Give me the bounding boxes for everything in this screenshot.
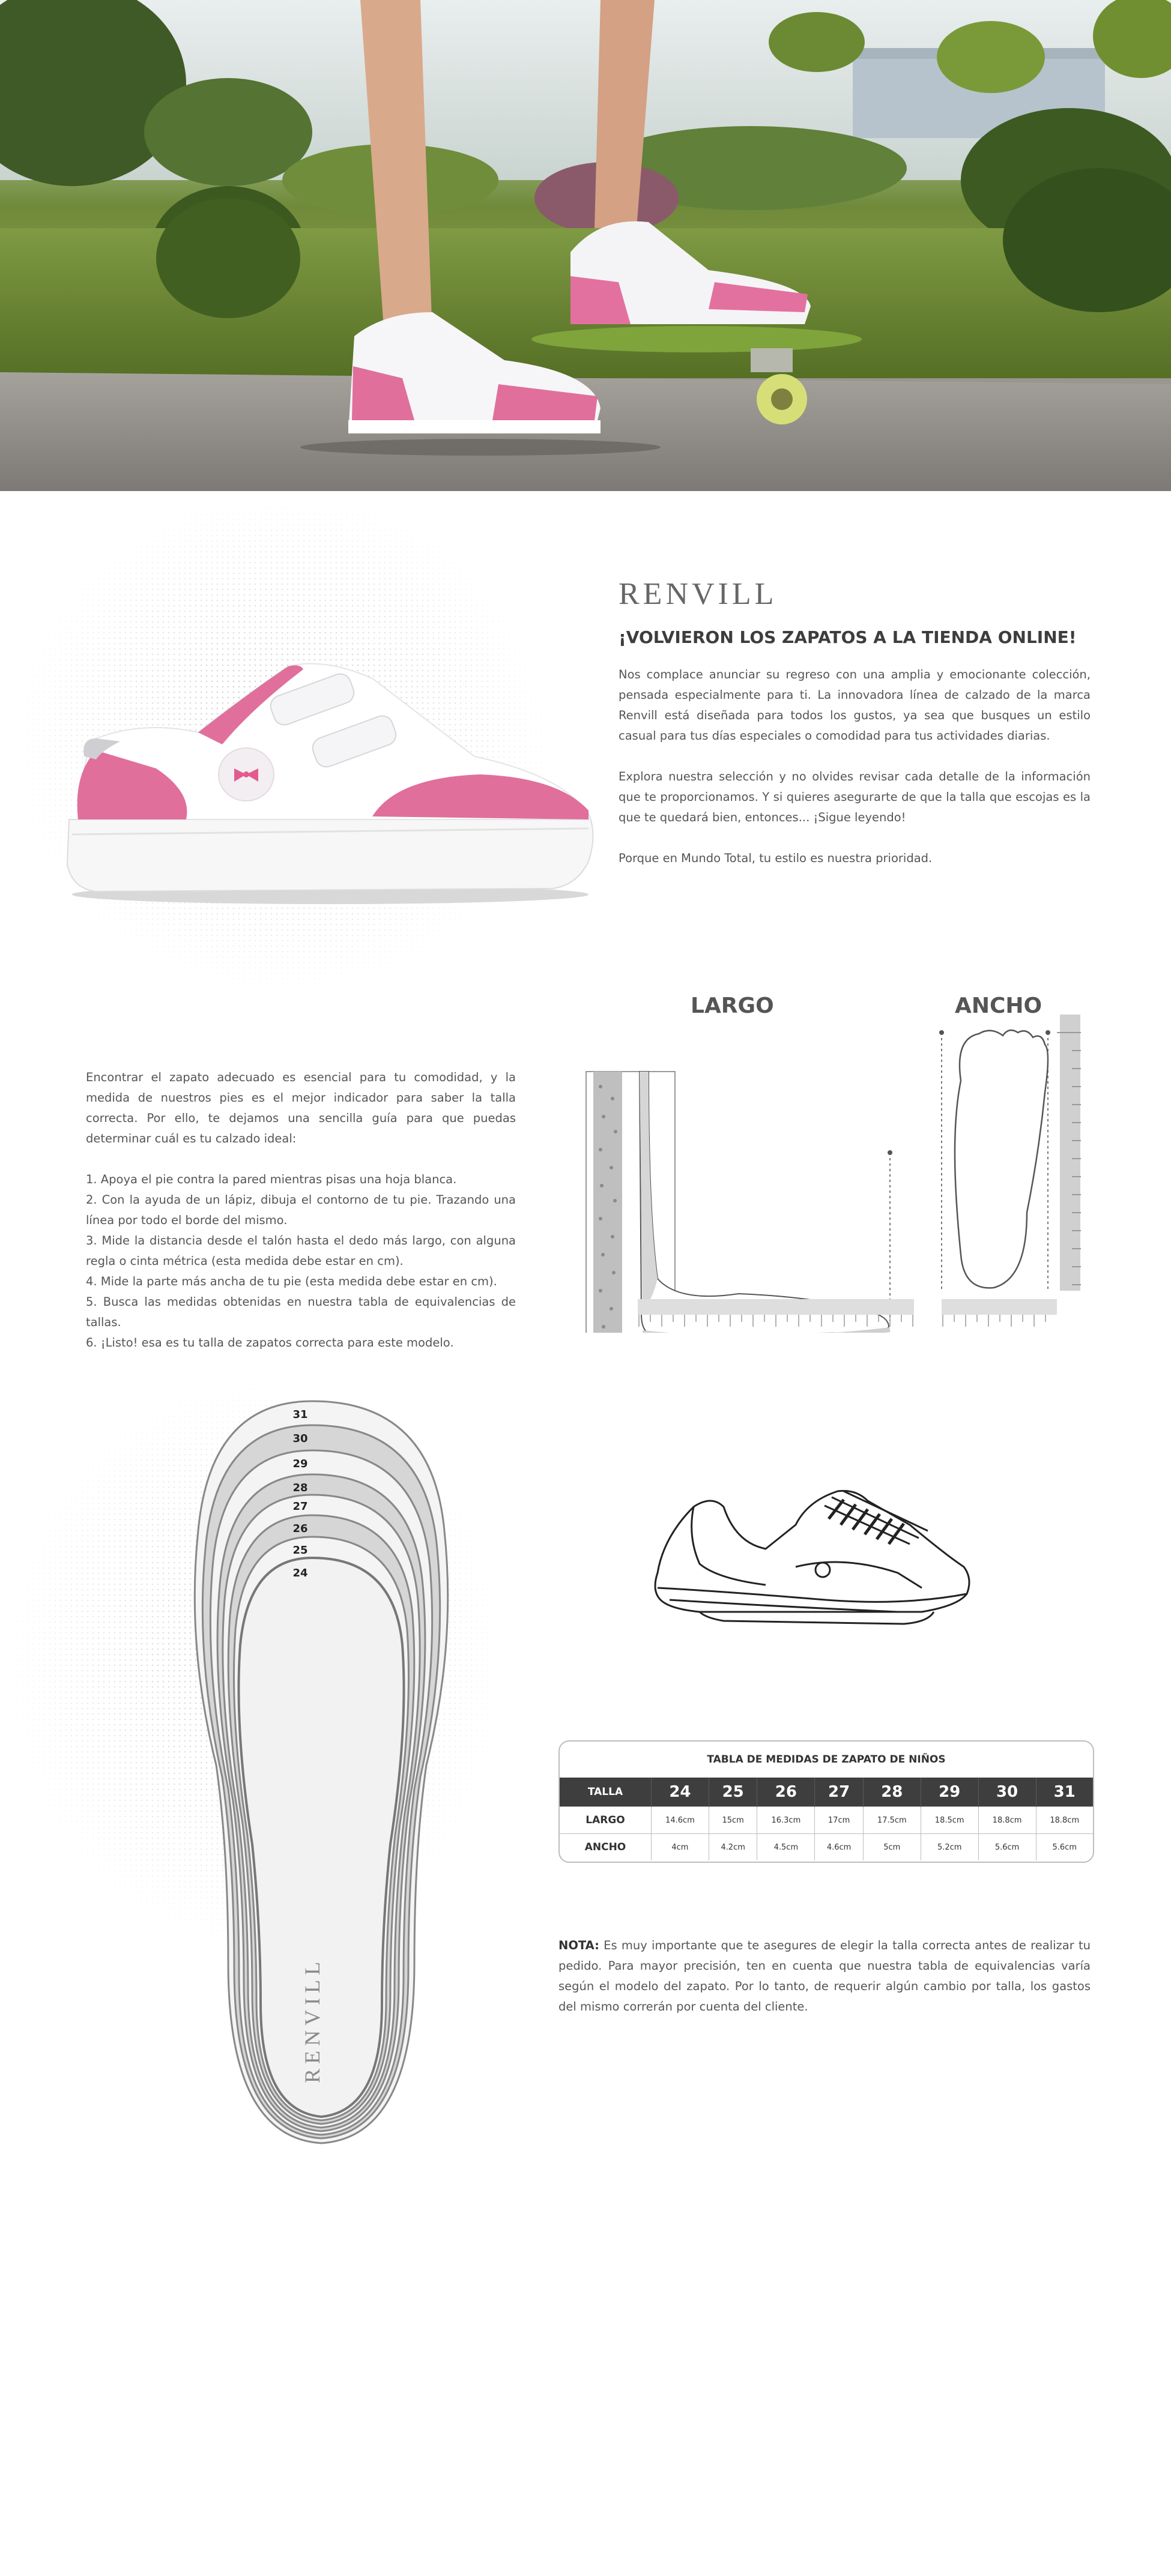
table-cell: 17cm (815, 1807, 864, 1834)
table-row (560, 1807, 1093, 1834)
table-header-label: TALLA (560, 1778, 652, 1807)
table-cell: 14.6cm (652, 1807, 709, 1834)
table-header-size: 25 (709, 1778, 757, 1807)
insole-size-label: 30 (292, 1432, 308, 1445)
table-cell: 5cm (863, 1834, 921, 1861)
table-header-size: 29 (921, 1778, 978, 1807)
intro-text (619, 665, 1091, 869)
table-row (560, 1834, 1093, 1861)
foot-top-icon (937, 1015, 1093, 1333)
table-cell: 5.6cm (978, 1834, 1036, 1861)
guide-step: 6. ¡Listo! esa es tu talla de zapatos correcta para este modelo. (86, 1336, 454, 1350)
table-cell: 5.2cm (921, 1834, 978, 1861)
intro-paragraph: Nos complace anunciar su regreso con una amplia y emocionante colección, pensada especialmente para ti. La innovadora línea de calzado de la marca Renvill está diseñada para todos los gustos, ya sea que busques un estilo casual para tus días especiales o comodidad para tus actividades diarias. (619, 668, 1091, 743)
table-header-size: 31 (1036, 1778, 1093, 1807)
page-headline: ¡VOLVIERON LOS ZAPATOS A LA TIENDA ONLINE! (619, 627, 1077, 647)
guide-step: 2. Con la ayuda de un lápiz, dibuja el contorno de tu pie. Trazando una línea por todo el borde del mismo. (86, 1193, 516, 1227)
ancho-label: ANCHO (955, 994, 1042, 1018)
table-header-size: 26 (757, 1778, 815, 1807)
guide-step: 4. Mide la parte más ancha de tu pie (esta medida debe estar en cm). (86, 1274, 497, 1288)
size-note (558, 1935, 1091, 2017)
girl-skateboard-photo (0, 0, 1171, 491)
insole-size-label: 24 (292, 1567, 308, 1579)
table-header-size: 27 (815, 1778, 864, 1807)
table-cell: 5.6cm (1036, 1834, 1093, 1861)
guide-steps (86, 1169, 516, 1353)
table-cell: 17.5cm (863, 1807, 921, 1834)
table-cell: 4.5cm (757, 1834, 815, 1861)
intro-paragraph: Explora nuestra selección y no olvides revisar cada detalle de la información que te proporcionamos. Y si quieres asegurarte de que la talla que escojas es la que te quedará bien, entonces... ¡Sigue leyendo! (619, 770, 1091, 824)
table-row-label: ANCHO (560, 1834, 652, 1861)
table-cell: 18.8cm (1036, 1807, 1093, 1834)
table-cell: 18.5cm (921, 1807, 978, 1834)
note-label: NOTA: (558, 1938, 599, 1952)
table-cell: 16.3cm (757, 1807, 815, 1834)
insole-size-label: 28 (292, 1482, 308, 1494)
measure-guide (86, 1067, 516, 1353)
table-header-size: 28 (863, 1778, 921, 1807)
table-cell: 4.6cm (815, 1834, 864, 1861)
guide-intro: Encontrar el zapato adecuado es esencial para tu comodidad, y la medida de nuestros pies es el mejor indicador para saber la talla correcta. Por ello, te dejamos una sencilla guía para que puedas determinar cuál es tu calzado ideal: (86, 1070, 516, 1145)
ruler-icon (637, 1297, 1099, 1333)
guide-step: 1. Apoya el pie contra la pared mientras pisas una hoja blanca. (86, 1172, 457, 1186)
intro-paragraph: Porque en Mundo Total, tu estilo es nuestra prioridad. (619, 851, 933, 865)
largo-label: LARGO (691, 994, 774, 1018)
table-cell: 15cm (709, 1807, 757, 1834)
sneaker-photo (60, 654, 601, 906)
insole-size-label: 25 (292, 1544, 308, 1557)
insole-sizes-icon (192, 1393, 456, 2155)
table-title: TABLA DE MEDIDAS DE ZAPATO DE NIÑOS (707, 1754, 946, 1766)
size-table (558, 1740, 1094, 1863)
insole-size-label: 26 (292, 1522, 308, 1535)
insole-size-label: 27 (292, 1500, 308, 1513)
table-cell: 4cm (652, 1834, 709, 1861)
brand-logo: RENVILL (619, 577, 778, 611)
note-text: Es muy importante que te asegures de elegir la talla correcta antes de realizar tu pedido. Para mayor precisión, ten en cuenta que nuestra tabla de equivalencias varía según el modelo del zapato. Por lo tanto, de requerir algún cambio por talla, los gastos del mismo correrán por cuenta del cliente. (558, 1938, 1091, 2013)
insole-size-label: 31 (292, 1408, 308, 1421)
table-header-size: 24 (652, 1778, 709, 1807)
guide-step: 5. Busca las medidas obtenidas en nuestra tabla de equivalencias de tallas. (86, 1295, 516, 1329)
foot-side-icon (582, 1021, 919, 1333)
hero-photo (0, 0, 1171, 491)
insole-size-label: 29 (292, 1458, 308, 1470)
table-cell: 18.8cm (978, 1807, 1036, 1834)
table-header-row (560, 1778, 1093, 1807)
guide-step: 3. Mide la distancia desde el talón hasta el dedo más largo, con alguna regla o cinta métrica (esta medida debe estar en cm). (86, 1234, 516, 1268)
sneaker-outline-icon (646, 1483, 976, 1633)
table-header-size: 30 (978, 1778, 1036, 1807)
table-row-label: LARGO (560, 1807, 652, 1834)
insole-brand: RENVILL (300, 1957, 324, 2083)
table-cell: 4.2cm (709, 1834, 757, 1861)
